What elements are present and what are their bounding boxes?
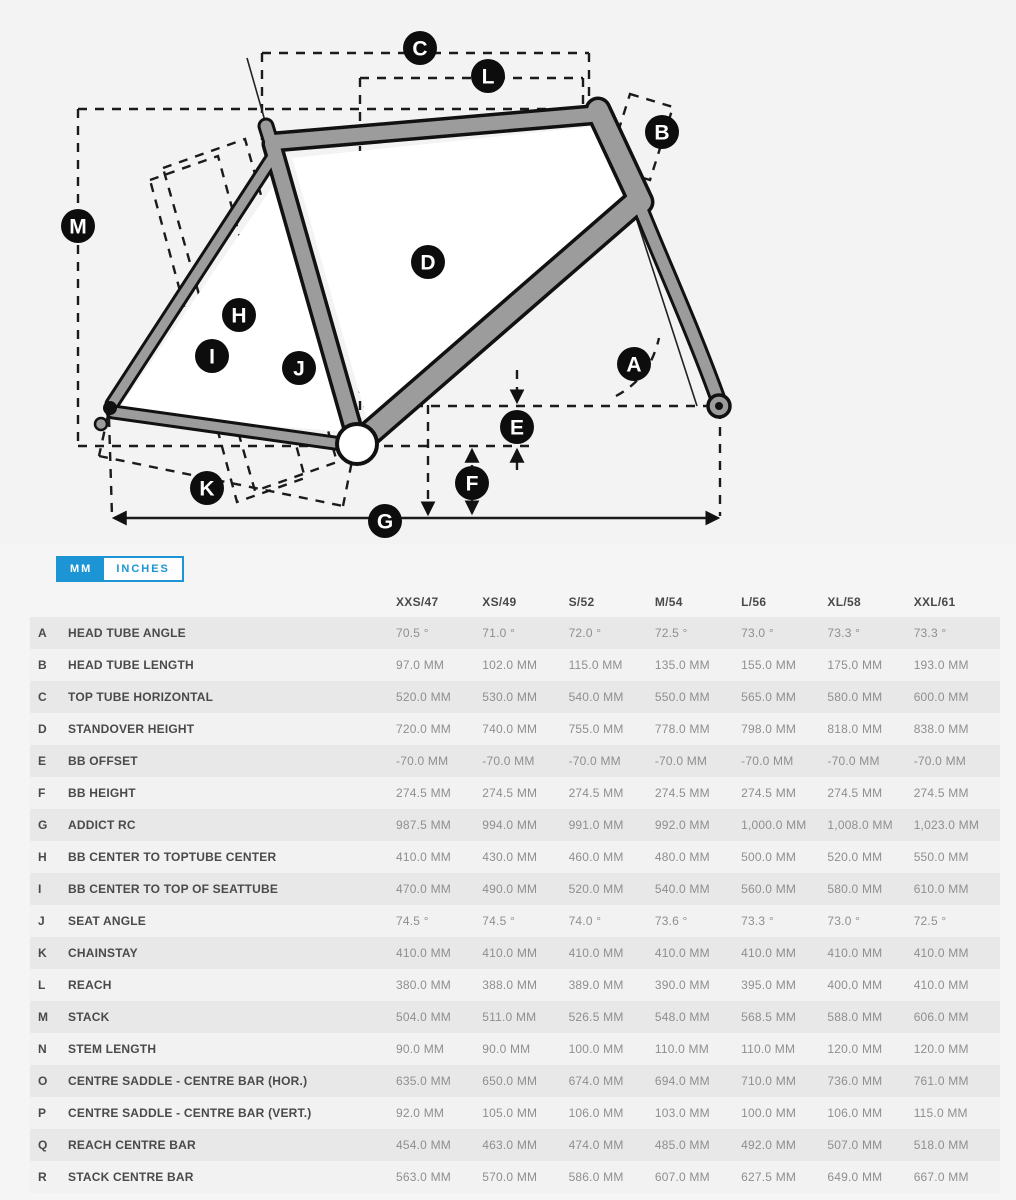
row-value: 73.0 ° <box>827 914 861 928</box>
row-value: 606.0 MM <box>913 1010 969 1024</box>
row-value: -70.0 MM <box>741 754 794 768</box>
row-value: 540.0 MM <box>654 882 710 896</box>
row-value: 520.0 MM <box>827 850 883 864</box>
row-letter: D <box>38 722 47 736</box>
row-value: 504.0 MM <box>396 1010 451 1024</box>
row-value: 102.0 MM <box>482 658 538 672</box>
table-row <box>30 681 1000 713</box>
row-value: 71.0 ° <box>482 626 515 640</box>
row-label: CENTRE SADDLE - CENTRE BAR (HOR.) <box>68 1074 308 1088</box>
row-value: 778.0 MM <box>654 722 710 736</box>
row-value: 410.0 MM <box>482 946 538 960</box>
table-row <box>30 841 1000 873</box>
column-header: L/56 <box>741 594 767 609</box>
row-letter: J <box>38 914 45 928</box>
row-letter: A <box>38 626 47 640</box>
label-m-text: M <box>69 215 87 239</box>
unit-toggle <box>56 556 184 582</box>
row-value: 565.0 MM <box>741 690 797 704</box>
row-value: 73.3 ° <box>741 914 774 928</box>
row-value: 580.0 MM <box>827 882 883 896</box>
row-value: 274.5 MM <box>741 786 797 800</box>
row-value: 175.0 MM <box>827 658 883 672</box>
row-letter: H <box>38 850 47 864</box>
label-l-text: L <box>481 65 495 89</box>
label-m <box>61 209 95 243</box>
row-value: 470.0 MM <box>396 882 451 896</box>
label-d-text: D <box>420 251 436 275</box>
row-value: 410.0 MM <box>741 946 797 960</box>
label-e-text: E <box>509 416 525 440</box>
row-value: 650.0 MM <box>482 1074 538 1088</box>
row-label: STEM LENGTH <box>68 1042 157 1056</box>
row-value: 410.0 MM <box>568 946 624 960</box>
row-value: 388.0 MM <box>482 978 538 992</box>
row-value: 550.0 MM <box>654 690 710 704</box>
row-value: 674.0 MM <box>568 1074 624 1088</box>
row-value: 274.5 MM <box>396 786 451 800</box>
row-value: 550.0 MM <box>913 850 969 864</box>
label-i <box>195 339 229 373</box>
row-letter: P <box>38 1106 47 1120</box>
rear-dropout-vertical <box>109 418 112 516</box>
bike-geometry-diagram <box>0 0 1016 545</box>
row-value: 120.0 MM <box>913 1042 969 1056</box>
row-value: 73.3 ° <box>913 626 947 640</box>
row-value: 72.5 ° <box>913 914 947 928</box>
row-value: 649.0 MM <box>827 1170 883 1184</box>
row-label: REACH <box>68 978 112 992</box>
row-value: 1,023.0 MM <box>913 818 980 832</box>
row-label: BB OFFSET <box>68 754 138 768</box>
row-letter: R <box>38 1170 47 1184</box>
row-value: 74.5 ° <box>482 914 515 928</box>
row-letter: I <box>38 882 42 896</box>
row-value: 607.0 MM <box>654 1170 710 1184</box>
row-value: 72.5 ° <box>654 626 688 640</box>
row-value: 511.0 MM <box>482 1010 537 1024</box>
label-c-text: C <box>412 37 428 61</box>
row-value: -70.0 MM <box>568 754 621 768</box>
row-value: 736.0 MM <box>827 1074 883 1088</box>
row-letter: N <box>38 1042 47 1056</box>
row-value: 460.0 MM <box>568 850 624 864</box>
row-value: 454.0 MM <box>396 1138 451 1152</box>
row-value: 627.5 MM <box>741 1170 797 1184</box>
row-letter: G <box>38 818 48 832</box>
row-value: 474.0 MM <box>568 1138 624 1152</box>
table-row <box>30 937 1000 969</box>
label-e <box>500 410 534 444</box>
row-letter: O <box>38 1074 48 1088</box>
label-i-text: I <box>209 345 215 369</box>
table-row <box>30 809 1000 841</box>
label-d <box>411 245 445 279</box>
row-value: 193.0 MM <box>913 658 969 672</box>
row-value: 90.0 MM <box>482 1042 531 1056</box>
row-label: STACK <box>68 1010 110 1024</box>
row-value: 74.0 ° <box>568 914 602 928</box>
label-f <box>455 466 489 500</box>
geometry-table <box>30 586 1000 1193</box>
row-value: 991.0 MM <box>568 818 624 832</box>
row-value: 518.0 MM <box>913 1138 969 1152</box>
label-j-text: J <box>293 357 305 381</box>
row-label: REACH CENTRE BAR <box>68 1138 196 1152</box>
row-value: 115.0 MM <box>913 1106 968 1120</box>
label-g-text: G <box>376 510 394 534</box>
row-label: ADDICT RC <box>68 818 136 832</box>
row-value: 667.0 MM <box>913 1170 969 1184</box>
column-header: XXL/61 <box>913 594 956 609</box>
row-value: 410.0 MM <box>654 946 710 960</box>
table-row <box>30 905 1000 937</box>
row-value: 106.0 MM <box>568 1106 624 1120</box>
label-j <box>282 351 316 385</box>
row-value: 410.0 MM <box>913 946 969 960</box>
column-header: M/54 <box>654 594 683 609</box>
row-value: 568.5 MM <box>741 1010 797 1024</box>
row-value: 492.0 MM <box>741 1138 797 1152</box>
row-label: BB HEIGHT <box>68 786 136 800</box>
row-letter: K <box>38 946 47 960</box>
row-value: 274.5 MM <box>482 786 538 800</box>
row-value: 73.6 ° <box>654 914 688 928</box>
row-value: 720.0 MM <box>396 722 451 736</box>
row-value: 274.5 MM <box>568 786 624 800</box>
row-label: CHAINSTAY <box>68 946 138 960</box>
table-row <box>30 1033 1000 1065</box>
table-row <box>30 1129 1000 1161</box>
row-label: SEAT ANGLE <box>68 914 147 928</box>
label-g <box>368 504 402 538</box>
table-row <box>30 713 1000 745</box>
row-value: 410.0 MM <box>913 978 969 992</box>
bottom-bracket <box>337 424 377 464</box>
label-h-text: H <box>231 304 247 328</box>
table-row <box>30 969 1000 1001</box>
row-value: 994.0 MM <box>482 818 538 832</box>
row-value: 548.0 MM <box>654 1010 710 1024</box>
row-value: 106.0 MM <box>827 1106 883 1120</box>
label-c <box>403 31 437 65</box>
row-value: 430.0 MM <box>482 850 538 864</box>
table-row <box>30 1097 1000 1129</box>
row-value: 530.0 MM <box>482 690 538 704</box>
row-value: -70.0 MM <box>482 754 535 768</box>
row-value: 838.0 MM <box>913 722 969 736</box>
row-value: 73.0 ° <box>741 626 774 640</box>
row-value: 1,000.0 MM <box>741 818 807 832</box>
rear-derailleur-hanger <box>95 418 107 430</box>
row-value: 105.0 MM <box>482 1106 538 1120</box>
row-value: 586.0 MM <box>568 1170 624 1184</box>
row-value: 115.0 MM <box>568 658 623 672</box>
front-axle <box>715 402 723 410</box>
table-row <box>30 649 1000 681</box>
row-value: 563.0 MM <box>396 1170 451 1184</box>
label-a-text: A <box>626 353 642 377</box>
label-k-text: K <box>199 477 215 501</box>
row-letter: C <box>38 690 47 704</box>
inches-tab[interactable]: INCHES <box>104 558 182 580</box>
row-value: 97.0 MM <box>396 658 445 672</box>
row-value: 600.0 MM <box>913 690 969 704</box>
table-row <box>30 1065 1000 1097</box>
row-value: 400.0 MM <box>827 978 883 992</box>
column-header: XXS/47 <box>396 594 439 609</box>
mm-tab[interactable]: MM <box>58 558 104 580</box>
row-value: 520.0 MM <box>568 882 624 896</box>
row-value: 588.0 MM <box>827 1010 883 1024</box>
table-body <box>30 617 1000 1193</box>
row-value: 389.0 MM <box>568 978 624 992</box>
row-letter: F <box>38 786 46 800</box>
table-row <box>30 617 1000 649</box>
row-value: 507.0 MM <box>827 1138 883 1152</box>
row-value: 120.0 MM <box>827 1042 883 1056</box>
column-header: S/52 <box>568 594 595 609</box>
row-value: 274.5 MM <box>654 786 710 800</box>
row-label: BB CENTER TO TOPTUBE CENTER <box>68 850 277 864</box>
row-value: 761.0 MM <box>913 1074 969 1088</box>
row-value: 694.0 MM <box>654 1074 710 1088</box>
table-row <box>30 1161 1000 1193</box>
row-value: 740.0 MM <box>482 722 538 736</box>
row-value: 74.5 ° <box>396 914 429 928</box>
row-value: 110.0 MM <box>741 1042 796 1056</box>
row-value: 570.0 MM <box>482 1170 538 1184</box>
label-b <box>645 115 679 149</box>
row-value: 380.0 MM <box>396 978 451 992</box>
row-value: 103.0 MM <box>654 1106 710 1120</box>
row-value: 100.0 MM <box>741 1106 797 1120</box>
label-b-text: B <box>654 121 670 145</box>
row-value: 135.0 MM <box>654 658 710 672</box>
row-value: -70.0 MM <box>396 754 449 768</box>
row-value: 110.0 MM <box>654 1042 709 1056</box>
row-value: 540.0 MM <box>568 690 624 704</box>
row-value: -70.0 MM <box>913 754 966 768</box>
table-row <box>30 745 1000 777</box>
label-a <box>617 347 651 381</box>
row-value: 798.0 MM <box>741 722 797 736</box>
row-value: 92.0 MM <box>396 1106 445 1120</box>
row-letter: B <box>38 658 47 672</box>
label-k <box>190 471 224 505</box>
table-row <box>30 873 1000 905</box>
rear-dropout <box>103 401 117 415</box>
row-value: 1,008.0 MM <box>827 818 893 832</box>
row-value: 274.5 MM <box>827 786 883 800</box>
row-value: 410.0 MM <box>396 850 451 864</box>
label-l <box>471 59 505 93</box>
row-value: 155.0 MM <box>741 658 797 672</box>
table-row <box>30 777 1000 809</box>
row-value: 395.0 MM <box>741 978 797 992</box>
row-value: 72.0 ° <box>568 626 602 640</box>
row-value: 485.0 MM <box>654 1138 710 1152</box>
bike-frame <box>95 110 730 464</box>
row-value: 70.5 ° <box>396 626 429 640</box>
row-value: 410.0 MM <box>396 946 451 960</box>
row-value: 610.0 MM <box>913 882 969 896</box>
row-value: 274.5 MM <box>913 786 969 800</box>
row-value: 818.0 MM <box>827 722 883 736</box>
row-value: 390.0 MM <box>654 978 710 992</box>
row-value: 992.0 MM <box>654 818 710 832</box>
row-label: CENTRE SADDLE - CENTRE BAR (VERT.) <box>68 1106 312 1120</box>
row-label: STACK CENTRE BAR <box>68 1170 194 1184</box>
row-label: STANDOVER HEIGHT <box>68 722 195 736</box>
row-value: 560.0 MM <box>741 882 797 896</box>
row-value: 987.5 MM <box>396 818 451 832</box>
row-value: 100.0 MM <box>568 1042 624 1056</box>
row-label: TOP TUBE HORIZONTAL <box>68 690 214 704</box>
row-value: 520.0 MM <box>396 690 451 704</box>
row-value: 580.0 MM <box>827 690 883 704</box>
column-header: XS/49 <box>482 594 517 609</box>
row-letter: E <box>38 754 47 768</box>
row-letter: Q <box>38 1138 48 1152</box>
row-value: -70.0 MM <box>654 754 708 768</box>
row-value: 500.0 MM <box>741 850 797 864</box>
row-value: 73.3 ° <box>827 626 861 640</box>
row-value: 490.0 MM <box>482 882 538 896</box>
column-header: XL/58 <box>827 594 861 609</box>
row-value: 710.0 MM <box>741 1074 797 1088</box>
row-value: 410.0 MM <box>827 946 883 960</box>
row-label: HEAD TUBE ANGLE <box>68 626 186 640</box>
label-f-text: F <box>465 472 479 496</box>
row-letter: M <box>38 1010 48 1024</box>
row-letter: L <box>38 978 46 992</box>
row-value: 480.0 MM <box>654 850 710 864</box>
label-h <box>222 298 256 332</box>
row-label: BB CENTER TO TOP OF SEATTUBE <box>68 882 279 896</box>
row-value: 463.0 MM <box>482 1138 538 1152</box>
table-row <box>30 1001 1000 1033</box>
row-value: -70.0 MM <box>827 754 880 768</box>
row-value: 90.0 MM <box>396 1042 445 1056</box>
table-header-row <box>30 586 1000 617</box>
row-value: 635.0 MM <box>396 1074 451 1088</box>
frame-geometry-svg <box>0 0 1016 545</box>
row-value: 526.5 MM <box>568 1010 624 1024</box>
row-label: HEAD TUBE LENGTH <box>68 658 194 672</box>
row-value: 755.0 MM <box>568 722 624 736</box>
